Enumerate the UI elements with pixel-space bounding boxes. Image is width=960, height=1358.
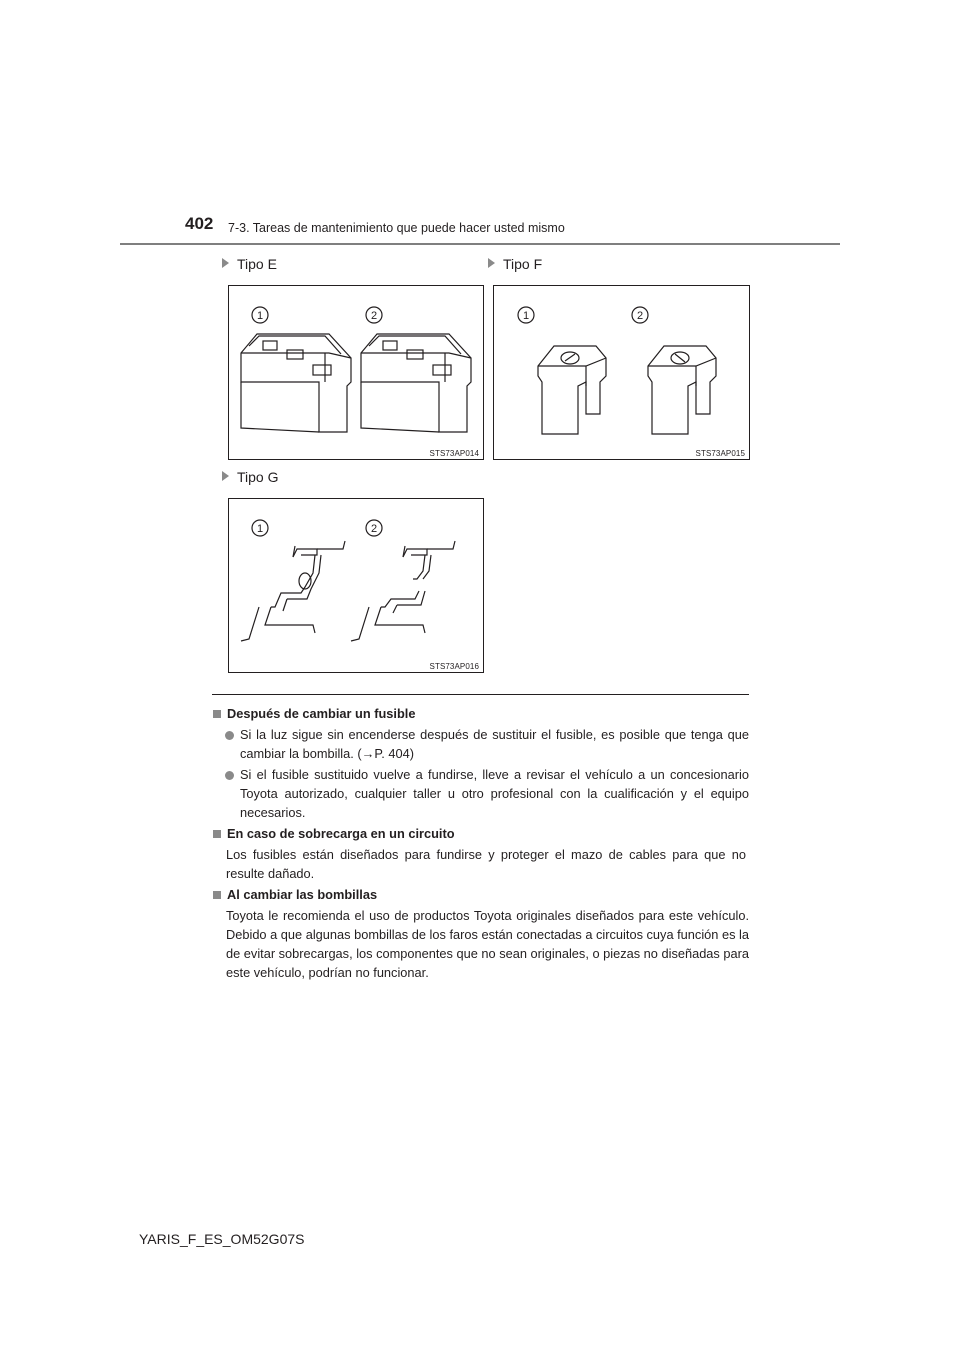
- section-heading: Después de cambiar un fusible: [213, 704, 415, 723]
- type-e-label: Tipo E: [222, 256, 277, 272]
- callout-2: 2: [370, 310, 378, 322]
- square-bullet-icon: [213, 710, 221, 718]
- square-bullet-icon: [213, 891, 221, 899]
- callout-1: 1: [256, 523, 264, 535]
- callout-1: 1: [522, 310, 530, 322]
- page-number: 402: [185, 214, 214, 233]
- figure-code: STS73AP014: [429, 449, 479, 458]
- figure-code: STS73AP016: [429, 662, 479, 671]
- document-code: YARIS_F_ES_OM52G07S: [139, 1231, 305, 1247]
- type-f-label: Tipo F: [488, 256, 542, 272]
- callout-2: 2: [370, 523, 378, 535]
- section-heading: En caso de sobrecarga en un circuito: [213, 824, 455, 843]
- callout-1: 1: [256, 310, 264, 322]
- section-title: 7-3. Tareas de mantenimiento que puede hacer usted mismo: [228, 221, 565, 235]
- round-bullet-icon: [225, 731, 234, 740]
- triangle-bullet-icon: [222, 258, 229, 268]
- section-text: Los fusibles están diseñados para fundirse y proteger el mazo de cables para que no resulte dañado.: [226, 847, 746, 881]
- fuse-type-f-figure: [493, 285, 750, 460]
- figure-code: STS73AP015: [695, 449, 745, 458]
- bullet-text: Si la luz sigue sin encenderse después de sustituir el fusible, es posible que tenga que cambiar la bombilla. (→P. 404): [240, 727, 749, 761]
- section-divider: [212, 694, 749, 695]
- triangle-bullet-icon: [222, 471, 229, 481]
- bullet-text: Si el fusible sustituido vuelve a fundirse, lleve a revisar el vehículo a un concesionario Toyota autorizado, cualquier taller u otro profesional con la cualificación y el equipo necesarios.: [240, 767, 749, 820]
- round-bullet-icon: [225, 771, 234, 780]
- fuse-type-g-figure: [228, 498, 484, 673]
- type-g-label: Tipo G: [222, 469, 279, 485]
- fuse-type-g-illustration: [229, 499, 485, 674]
- header-divider: [120, 243, 840, 245]
- fuse-type-f-illustration: [494, 286, 751, 461]
- callout-2: 2: [636, 310, 644, 322]
- triangle-bullet-icon: [488, 258, 495, 268]
- fuse-type-e-figure: [228, 285, 484, 460]
- section-text: Toyota le recomienda el uso de productos Toyota originales diseñados para este vehículo. Debido a que algunas bombillas de los faros están conectadas a circuitos cuya función es la de evitar sobrecargas, los componentes que no sean originales, o piezas no diseñadas para este vehículo, podrían no funcionar.: [226, 908, 749, 980]
- section-heading: Al cambiar las bombillas: [213, 885, 377, 904]
- square-bullet-icon: [213, 830, 221, 838]
- fuse-type-e-illustration: [229, 286, 485, 461]
